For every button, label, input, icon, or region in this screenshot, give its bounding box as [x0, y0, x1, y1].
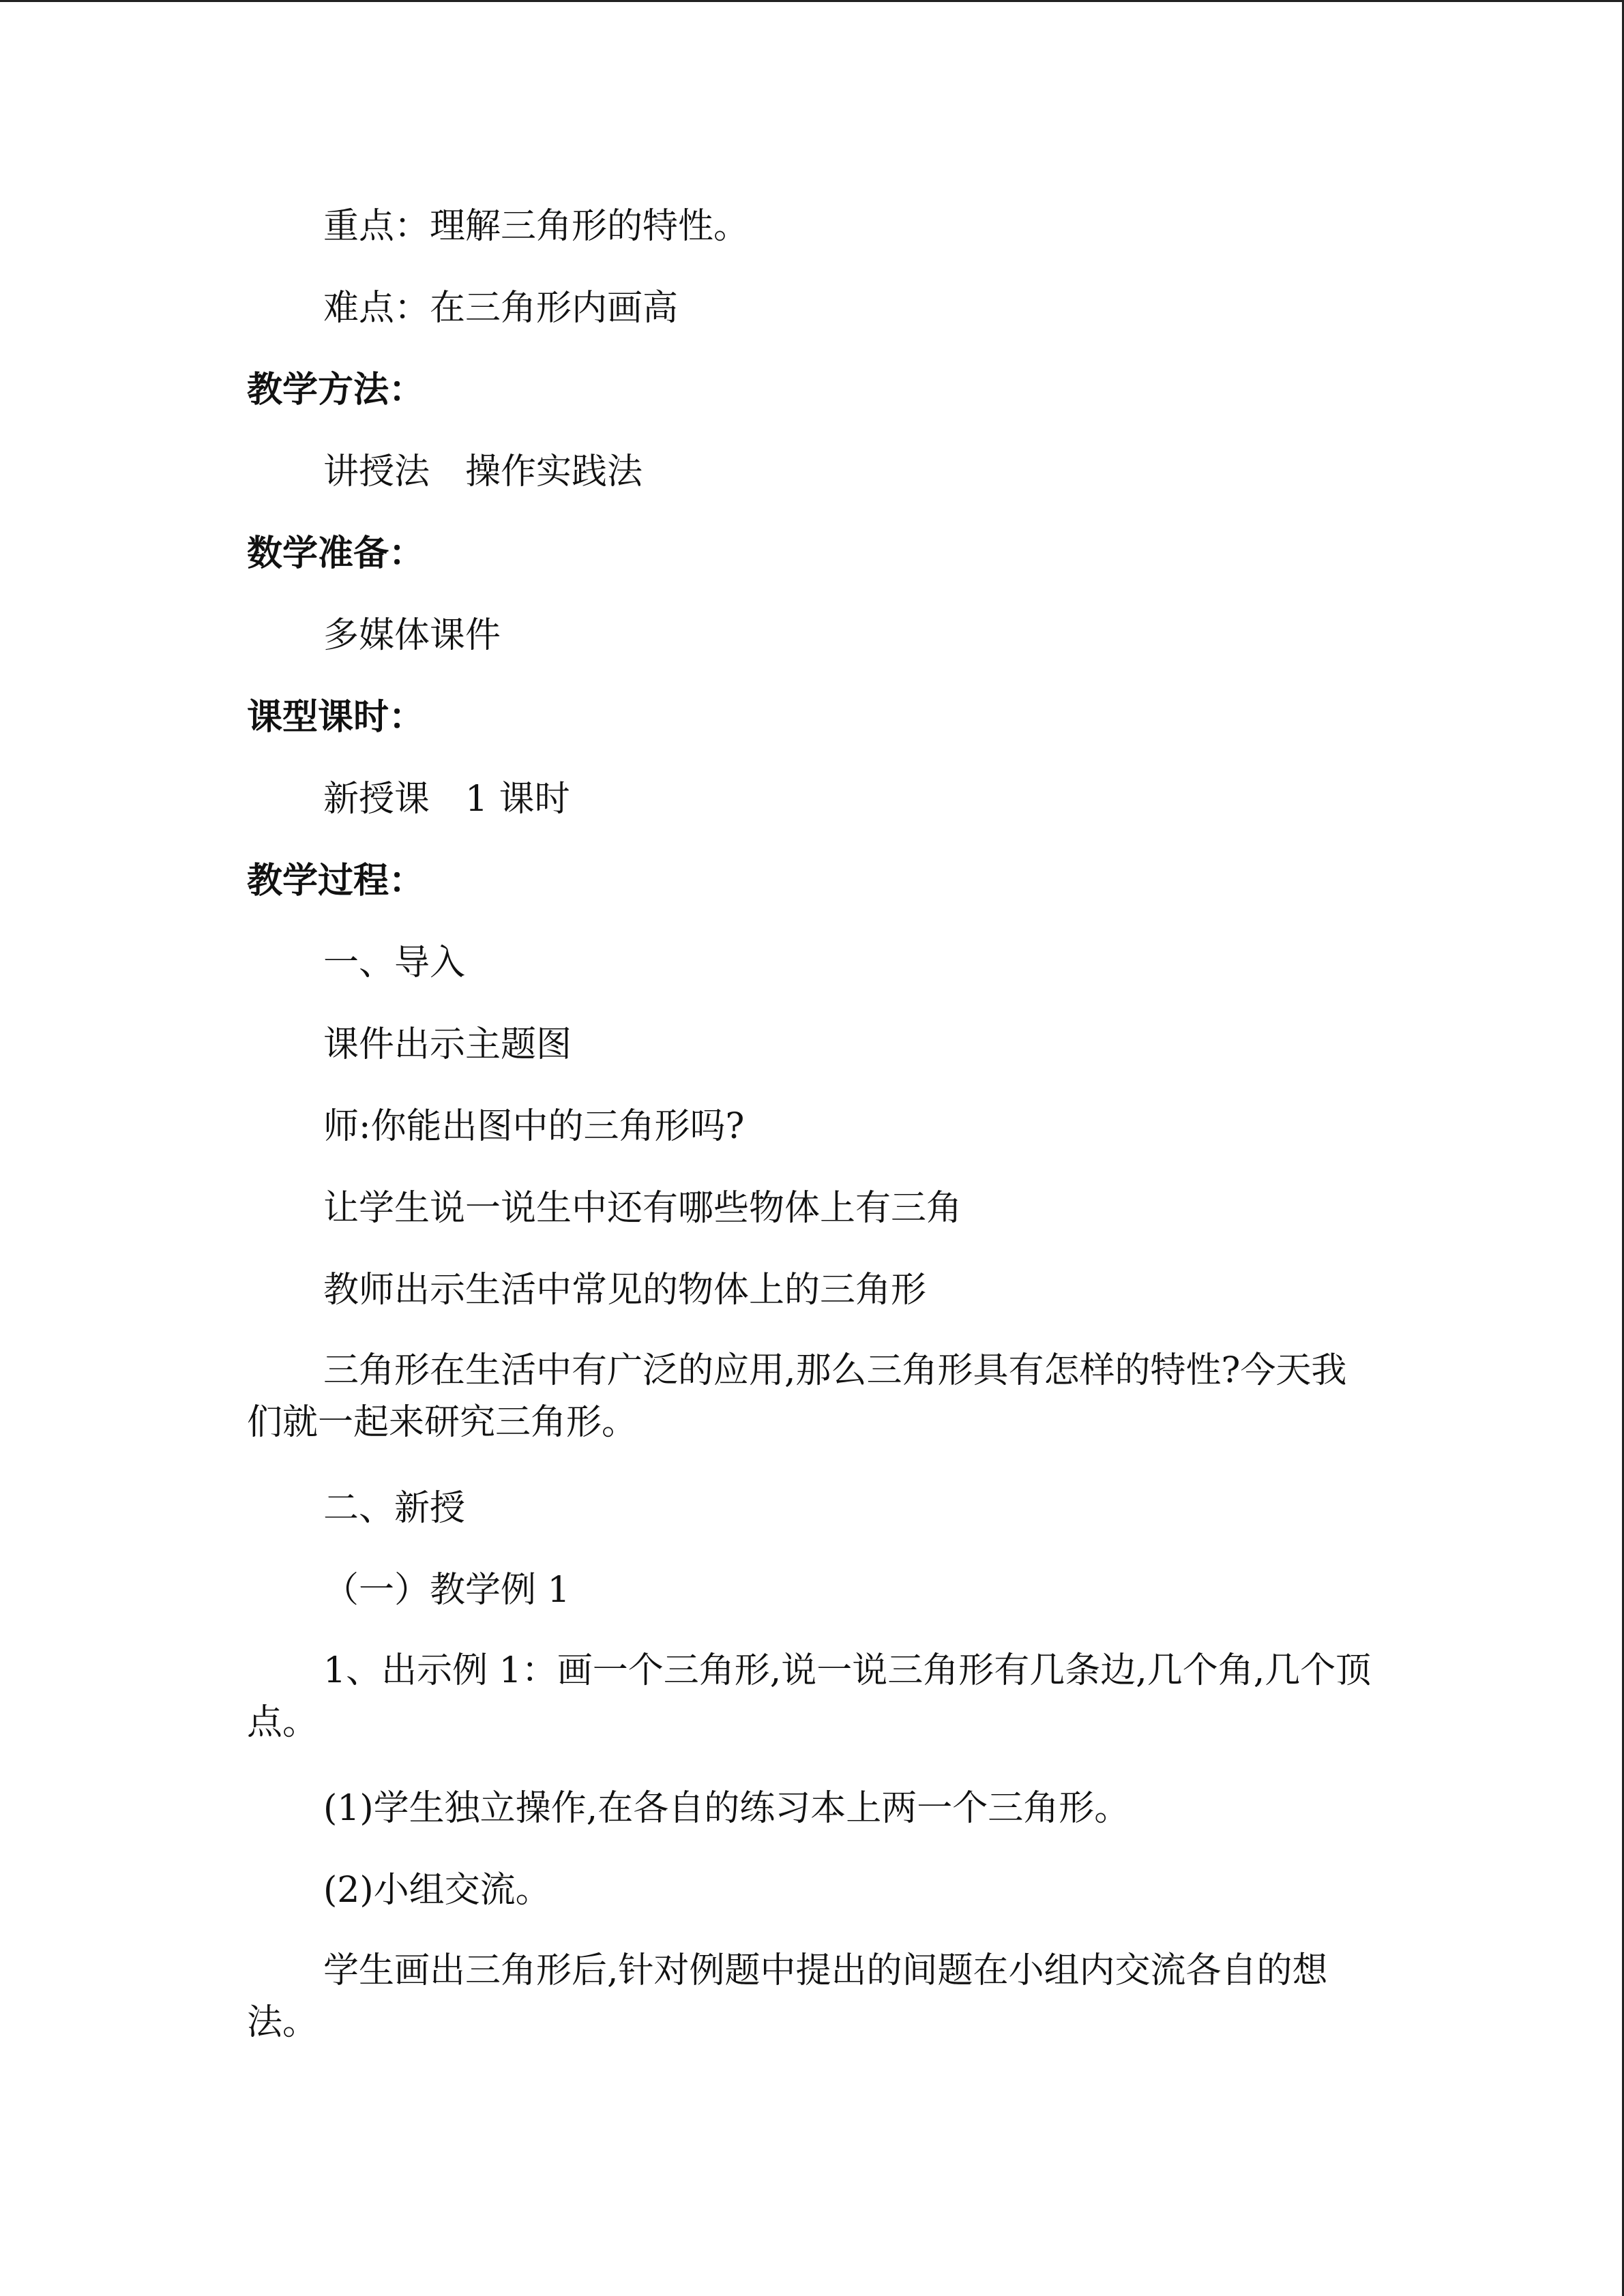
- section-1-line-3: 让学生说一说生中还有哪些物体上有三角: [323, 1188, 962, 1229]
- example-paragraph: 1、出示例 1：画一个三角形,说一说三角形有几条边,几个角,几个顶点。: [247, 1650, 1372, 1743]
- final-paragraph: 学生画出三角形后,针对例题中提出的间题在小组内交流各自的想法。: [247, 1950, 1328, 2043]
- step-1-line: (1)学生独立操作,在各自的练习本上两一个三角形。: [323, 1788, 1130, 1829]
- difficulty-line: 难点：在三角形内画高: [323, 288, 679, 329]
- section-1-title: 一、导入: [323, 942, 466, 983]
- prep-heading: 数学准备：: [247, 533, 425, 574]
- step-2-line: (2)小组交流。: [323, 1870, 551, 1911]
- section-1-line-2: 师:你能出图中的三角形吗?: [323, 1106, 745, 1147]
- focus-line: 重点：理解三角形的特性。: [323, 206, 750, 247]
- method-heading: 教学方法：: [247, 370, 425, 411]
- method-content: 讲授法 操作实践法: [323, 451, 643, 492]
- section-1-line-1: 课件出示主题图: [323, 1024, 572, 1065]
- section-2-title: 二、新授: [323, 1488, 466, 1529]
- prep-content: 多媒体课件: [323, 615, 501, 656]
- lesson-type-content: 新授课 1 课时: [323, 779, 570, 820]
- subsection-1-title: （一）教学例 1: [323, 1570, 570, 1611]
- process-heading: 教学过程：: [247, 861, 425, 901]
- page-top-border: [0, 0, 1624, 2]
- section-1-line-4: 教师出示生活中常见的物体上的三角形: [323, 1270, 927, 1311]
- lesson-type-heading: 课型课时：: [247, 697, 425, 738]
- section-1-paragraph: 三角形在生活中有广泛的应用,那么三角形具有怎样的特性?今天我们就一起来研究三角形。: [247, 1350, 1347, 1443]
